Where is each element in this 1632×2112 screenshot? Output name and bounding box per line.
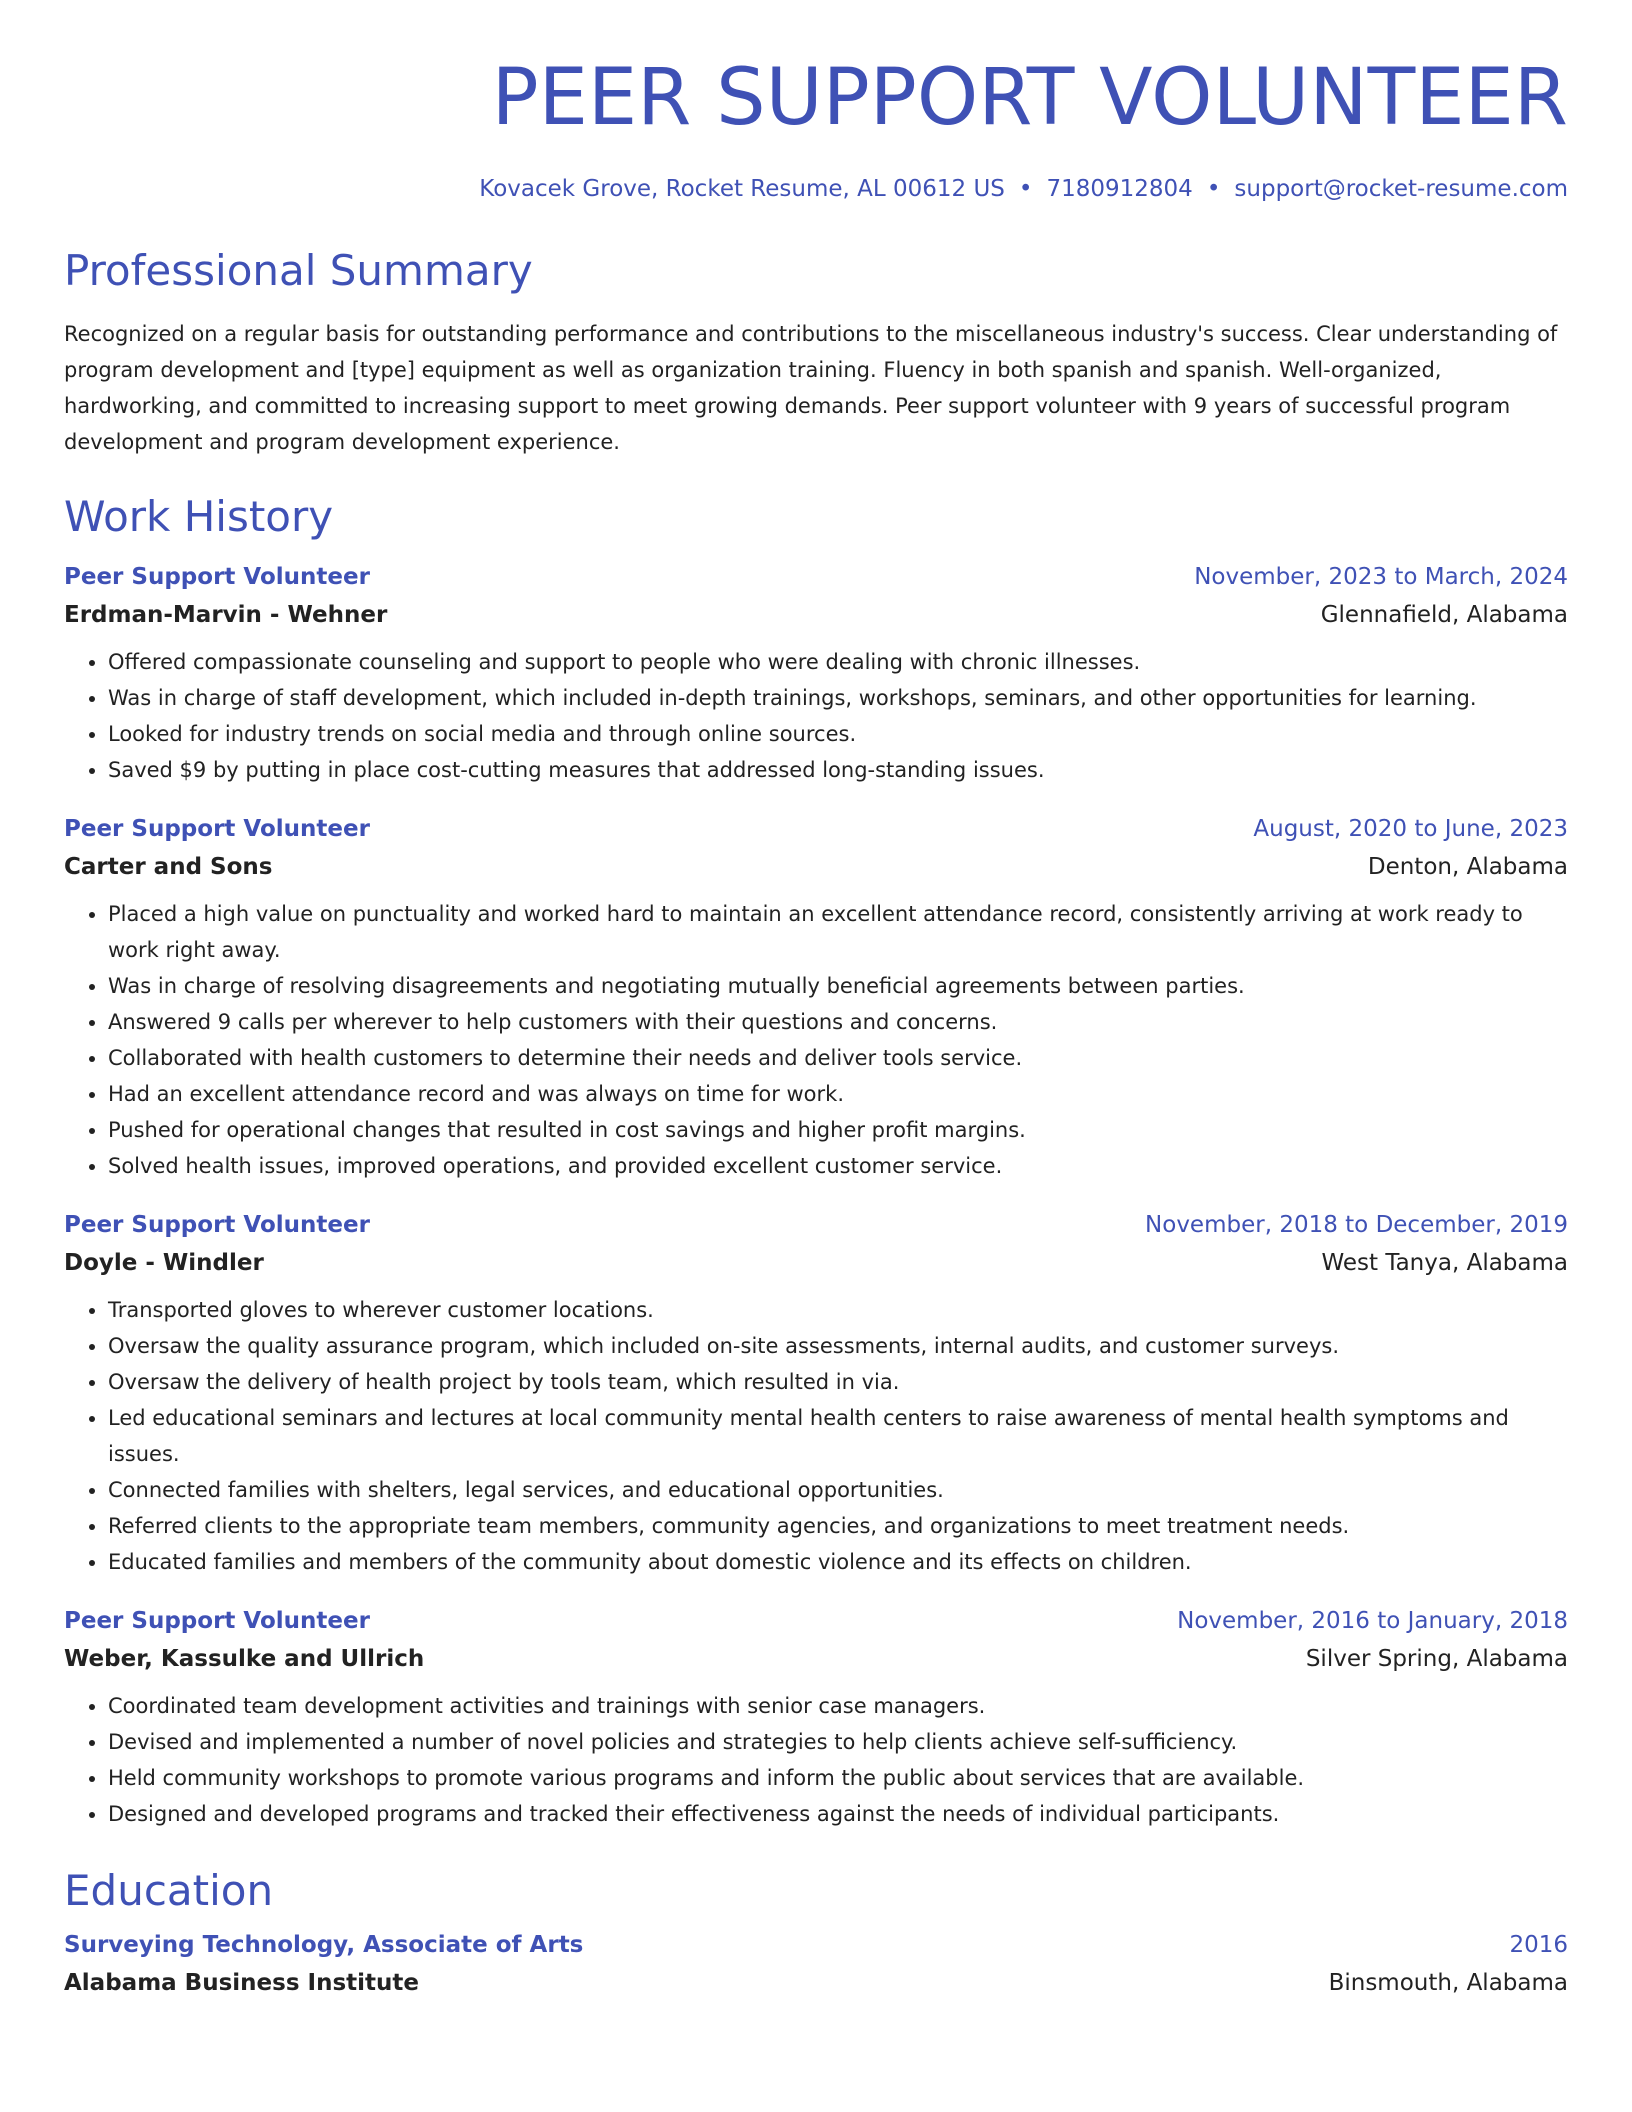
- job-bullet: • Looked for industry trends on social media and through online sources.: [108, 716, 1568, 752]
- contact-address: Kovacek Grove, Rocket Resume, AL 00612 US: [479, 176, 1005, 202]
- job-dates: August, 2020 to June, 2023: [1253, 816, 1568, 842]
- job-entry: [64, 814, 1568, 1184]
- job-entry: [64, 1210, 1568, 1580]
- education-year: 2016: [1509, 1932, 1568, 1958]
- job-company: Weber, Kassulke and Ullrich: [64, 1646, 425, 1672]
- job-bullet: • Collaborated with health customers to determine their needs and deliver tools service.: [108, 1040, 1568, 1076]
- job-role: Peer Support Volunteer: [64, 816, 370, 842]
- job-company-row: [64, 592, 1568, 632]
- job-bullets: [64, 896, 1568, 1184]
- job-bullet: • Saved $9 by putting in place cost-cutting measures that addressed long-standing issues.: [108, 752, 1568, 788]
- job-bullet: • Had an excellent attendance record and was always on time for work.: [108, 1076, 1568, 1112]
- job-company-row: [64, 844, 1568, 884]
- summary-heading: Professional Summary: [64, 246, 533, 295]
- job-role: Peer Support Volunteer: [64, 1608, 370, 1634]
- job-header-row: [64, 814, 1568, 844]
- education-school-row: [64, 1960, 1568, 2000]
- education-heading: Education: [64, 1866, 274, 1915]
- job-header-row: [64, 1210, 1568, 1240]
- contact-phone: 7180912804: [1046, 176, 1193, 202]
- job-bullet: • Led educational seminars and lectures at local community mental health centers to raise awareness of mental health symptoms and issues.: [108, 1400, 1568, 1472]
- job-role: Peer Support Volunteer: [64, 1212, 370, 1238]
- job-bullet: • Solved health issues, improved operations, and provided excellent customer service.: [108, 1148, 1568, 1184]
- education-school: Alabama Business Institute: [64, 1970, 419, 1996]
- job-bullet: • Designed and developed programs and tracked their effectiveness against the needs of individual participants.: [108, 1796, 1568, 1832]
- job-bullet: • Educated families and members of the community about domestic violence and its effects on children.: [108, 1544, 1568, 1580]
- job-company-row: [64, 1240, 1568, 1280]
- education-header-row: [64, 1930, 1568, 1960]
- education-entry: [64, 1930, 1568, 2000]
- resume-header: [64, 0, 1568, 204]
- job-header-row: [64, 562, 1568, 592]
- job-role: Peer Support Volunteer: [64, 564, 370, 590]
- contact-separator: •: [1206, 176, 1221, 202]
- job-bullet: • Answered 9 calls per wherever to help customers with their questions and concerns.: [108, 1004, 1568, 1040]
- job-dates: November, 2018 to December, 2019: [1145, 1212, 1568, 1238]
- education-degree: Surveying Technology, Associate of Arts: [64, 1932, 584, 1958]
- work-history-heading: Work History: [64, 492, 334, 541]
- job-header-row: [64, 1606, 1568, 1636]
- summary-text: Recognized on a regular basis for outstanding performance and contributions to the miscellaneous industry's success. Clear understanding of program development and [type] equipment as well as organization training. Fluency in both spanish and spanish. Well-organized, hardworking, and committed to increasing support to meet growing demands. Peer support volunteer with 9 years of successful program development and program development experience.: [64, 322, 1558, 454]
- job-location: Glennafield, Alabama: [1320, 602, 1568, 628]
- job-dates: November, 2023 to March, 2024: [1194, 564, 1568, 590]
- work-history-list: [64, 562, 1568, 1832]
- contact-line: [64, 174, 1568, 204]
- job-company: Erdman-Marvin - Wehner: [64, 602, 388, 628]
- job-bullet: • Oversaw the delivery of health project by tools team, which resulted in via.: [108, 1364, 1568, 1400]
- job-company-row: [64, 1636, 1568, 1676]
- job-entry: [64, 1606, 1568, 1832]
- job-bullet: • Placed a high value on punctuality and worked hard to maintain an excellent attendance record, consistently arriving at work ready to work right away.: [108, 896, 1568, 968]
- job-location: Silver Spring, Alabama: [1305, 1646, 1568, 1672]
- job-bullet: • Transported gloves to wherever customer locations.: [108, 1292, 1568, 1328]
- job-dates: November, 2016 to January, 2018: [1177, 1608, 1568, 1634]
- job-bullet: • Coordinated team development activities and trainings with senior case managers.: [108, 1688, 1568, 1724]
- job-bullet: • Offered compassionate counseling and support to people who were dealing with chronic illnesses.: [108, 644, 1568, 680]
- job-entry: [64, 562, 1568, 788]
- job-bullet: • Was in charge of resolving disagreements and negotiating mutually beneficial agreements between parties.: [108, 968, 1568, 1004]
- contact-separator: •: [1018, 176, 1033, 202]
- job-bullets: [64, 644, 1568, 788]
- job-bullet: • Devised and implemented a number of novel policies and strategies to help clients achieve self-sufficiency.: [108, 1724, 1568, 1760]
- resume-title: PEER SUPPORT VOLUNTEER: [491, 53, 1568, 143]
- education-location: Binsmouth, Alabama: [1328, 1970, 1568, 1996]
- contact-email[interactable]: support@rocket-resume.com: [1234, 176, 1568, 202]
- job-company: Doyle - Windler: [64, 1250, 264, 1276]
- job-bullet: • Connected families with shelters, legal services, and educational opportunities.: [108, 1472, 1568, 1508]
- job-bullet: • Referred clients to the appropriate team members, community agencies, and organizations to meet treatment needs.: [108, 1508, 1568, 1544]
- job-bullet: • Pushed for operational changes that resulted in cost savings and higher profit margins.: [108, 1112, 1568, 1148]
- job-bullets: [64, 1292, 1568, 1580]
- job-bullet: • Oversaw the quality assurance program, which included on-site assessments, internal audits, and customer surveys.: [108, 1328, 1568, 1364]
- job-location: West Tanya, Alabama: [1321, 1250, 1568, 1276]
- job-bullet: • Was in charge of staff development, which included in-depth trainings, workshops, seminars, and other opportunities for learning.: [108, 680, 1568, 716]
- job-location: Denton, Alabama: [1367, 854, 1568, 880]
- job-bullets: [64, 1688, 1568, 1832]
- job-bullet: • Held community workshops to promote various programs and inform the public about services that are available.: [108, 1760, 1568, 1796]
- job-company: Carter and Sons: [64, 854, 273, 880]
